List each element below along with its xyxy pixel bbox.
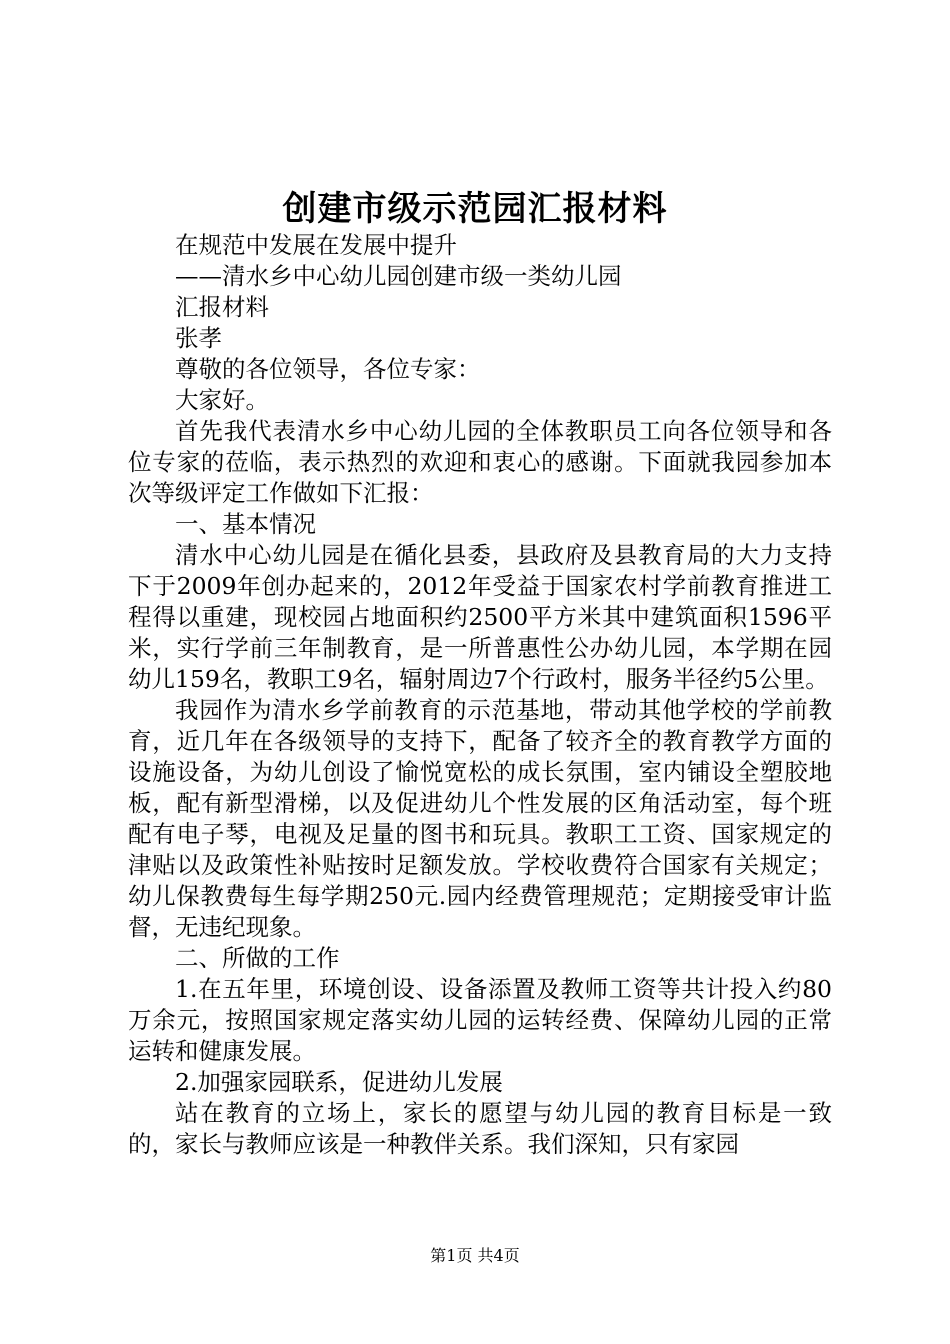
section-heading: 一、基本情况	[175, 510, 316, 538]
paragraph: 首先我代表清水乡中心幼儿园的全体教职员工向各位领导和各位专家的莅临，表示热烈的欢迎和衷心的感谢。下面就我园参加本次等级评定工作做如下汇报：	[128, 417, 832, 507]
section-heading: 二、所做的工作	[175, 944, 340, 972]
paragraph: 站在教育的立场上，家长的愿望与幼儿园的教育目标是一致的，家长与教师应该是一种教伴关系。我们深知，只有家园	[128, 1099, 832, 1158]
subtitle-line: 在规范中发展在发展中提升	[175, 231, 457, 259]
document-title: 创建市级示范园汇报材料	[282, 189, 668, 229]
greeting: 大家好。	[175, 386, 269, 414]
subtitle-line: ——清水乡中心幼儿园创建市级一类幼儿园	[175, 262, 622, 290]
page-number-footer: 第1页 共4页	[430, 1246, 520, 1265]
subsection-heading: 2.加强家园联系，促进幼儿发展	[175, 1068, 503, 1096]
salutation: 尊敬的各位领导，各位专家：	[175, 355, 481, 383]
paragraph: 1.在五年里，环境创设、设备添置及教师工资等共计投入约80万余元，按照国家规定落实幼儿园的运转经费、保障幼儿园的正常运转和健康发展。	[128, 975, 832, 1065]
document-body	[128, 230, 832, 1160]
author-name: 张孝	[175, 324, 222, 352]
paragraph: 我园作为清水乡学前教育的示范基地，带动其他学校的学前教育，近几年在各级领导的支持下，配备了较齐全的教育教学方面的设施设备，为幼儿创设了愉悦宽松的成长氛围，室内铺设全塑胶地板，配有新型滑梯，以及促进幼儿个性发展的区角活动室，每个班配有电子琴，电视及足量的图书和玩具。教职工工资、国家规定的津贴以及政策性补贴按时足额发放。学校收费符合国家有关规定；幼儿保教费每生每学期250元.园内经费管理规范；定期接受审计监督，无违纪现象。	[128, 696, 832, 941]
paragraph: 清水中心幼儿园是在循化县委，县政府及县教育局的大力支持下于2009年创办起来的，2012年受益于国家农村学前教育推进工程得以重建，现校园占地面积约2500平方米其中建筑面积1596平米，实行学前三年制教育，是一所普惠性公办幼儿园，本学期在园幼儿159名，教职工9名，辐射周边7个行政村，服务半径约5公里。	[128, 541, 832, 693]
subtitle-line: 汇报材料	[175, 293, 269, 321]
